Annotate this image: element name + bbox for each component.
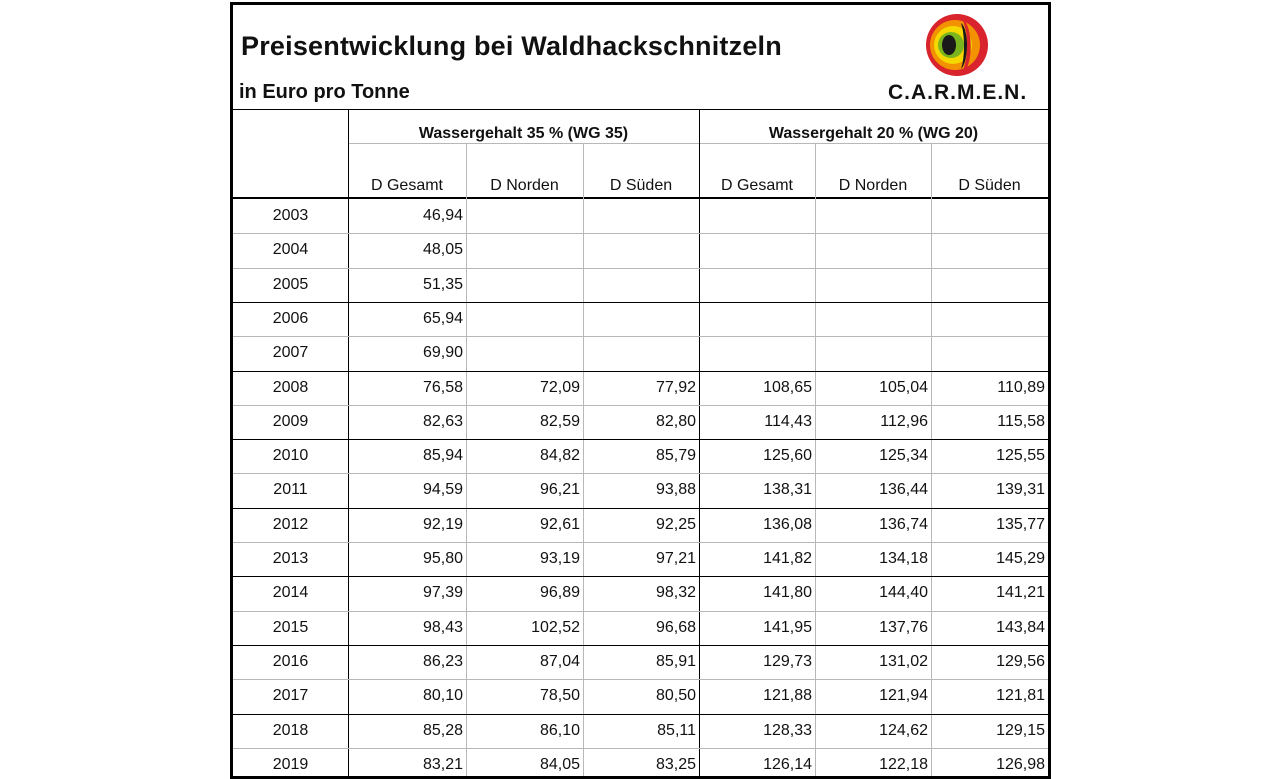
year-cell: 2003 bbox=[272, 207, 309, 224]
value-cell: 126,98 bbox=[996, 755, 1045, 773]
value-cell: 85,11 bbox=[657, 721, 696, 739]
value-cell: 112,96 bbox=[880, 412, 928, 430]
value-cell: 85,79 bbox=[655, 447, 696, 465]
year-cell: 2017 bbox=[272, 687, 309, 705]
value-cell: 134,18 bbox=[879, 550, 928, 567]
value-cell: 97,39 bbox=[422, 584, 463, 602]
document-title: Preisentwicklung bei Waldhackschnitzeln bbox=[241, 31, 782, 61]
value-cell: 86,23 bbox=[422, 652, 463, 670]
year-cell: 2015 bbox=[272, 618, 309, 636]
value-cell: 143,84 bbox=[996, 618, 1045, 636]
value-cell: 93,19 bbox=[539, 550, 580, 567]
column-header: D Gesamt bbox=[370, 177, 443, 194]
row-divider bbox=[233, 268, 1048, 269]
value-cell: 96,21 bbox=[539, 481, 580, 499]
value-cell: 145,29 bbox=[996, 550, 1045, 567]
row-divider bbox=[233, 542, 1048, 543]
value-cell: 85,91 bbox=[655, 652, 696, 670]
value-cell: 95,80 bbox=[422, 550, 463, 567]
carmen-logo-icon bbox=[925, 11, 989, 85]
value-cell: 46,94 bbox=[422, 207, 463, 224]
value-cell: 69,90 bbox=[422, 344, 463, 362]
year-cell: 2018 bbox=[272, 721, 309, 739]
year-cell: 2013 bbox=[272, 550, 309, 567]
value-cell: 82,63 bbox=[422, 412, 463, 430]
year-cell: 2012 bbox=[272, 515, 309, 533]
year-cell: 2008 bbox=[272, 378, 309, 396]
value-cell: 129,56 bbox=[996, 652, 1045, 670]
row-divider bbox=[233, 679, 1048, 680]
column-header: D Norden bbox=[838, 177, 908, 194]
value-cell: 141,95 bbox=[763, 618, 812, 636]
value-cell: 136,08 bbox=[763, 515, 812, 533]
row-divider bbox=[233, 302, 1048, 303]
row-divider bbox=[233, 748, 1048, 749]
value-cell: 82,80 bbox=[655, 412, 696, 430]
table-top-border bbox=[233, 109, 1048, 110]
value-cell: 80,50 bbox=[655, 687, 696, 705]
year-cell: 2019 bbox=[272, 755, 309, 773]
value-cell: 82,59 bbox=[539, 412, 580, 430]
year-cell: 2011 bbox=[273, 481, 308, 499]
value-cell: 96,68 bbox=[655, 618, 696, 636]
group-header: Wassergehalt 20 % (WG 20) bbox=[768, 125, 979, 142]
value-cell: 97,21 bbox=[655, 550, 696, 567]
year-cell: 2005 bbox=[272, 275, 309, 293]
row-divider bbox=[233, 473, 1048, 474]
year-cell: 2014 bbox=[272, 584, 309, 602]
value-cell: 92,61 bbox=[539, 515, 580, 533]
document-subtitle: in Euro pro Tonne bbox=[239, 81, 410, 103]
column-header: D Gesamt bbox=[720, 177, 793, 194]
value-cell: 136,44 bbox=[879, 481, 928, 499]
value-cell: 86,10 bbox=[539, 721, 580, 739]
header-bottom-border bbox=[233, 197, 1048, 199]
year-cell: 2010 bbox=[272, 447, 309, 465]
value-cell: 122,18 bbox=[879, 755, 928, 773]
value-cell: 125,34 bbox=[879, 447, 928, 465]
row-divider bbox=[233, 371, 1048, 372]
row-divider bbox=[233, 645, 1048, 646]
value-cell: 126,14 bbox=[763, 755, 812, 773]
row-divider bbox=[233, 576, 1048, 577]
value-cell: 76,58 bbox=[422, 378, 463, 396]
group-separator-border bbox=[699, 109, 700, 776]
row-divider bbox=[233, 508, 1048, 509]
value-cell: 98,32 bbox=[655, 584, 696, 602]
value-cell: 105,04 bbox=[879, 378, 928, 396]
value-cell: 115,58 bbox=[997, 412, 1045, 430]
value-cell: 129,73 bbox=[763, 652, 812, 670]
row-divider bbox=[233, 336, 1048, 337]
value-cell: 85,94 bbox=[422, 447, 463, 465]
value-cell: 125,60 bbox=[763, 447, 812, 465]
column-header: D Norden bbox=[490, 177, 559, 194]
value-cell: 129,15 bbox=[996, 721, 1045, 739]
value-cell: 110,89 bbox=[997, 378, 1045, 396]
value-cell: 102,52 bbox=[531, 618, 580, 636]
value-cell: 136,74 bbox=[879, 515, 928, 533]
carmen-logo-text: C.A.R.M.E.N. bbox=[888, 81, 1028, 104]
value-cell: 124,62 bbox=[879, 721, 928, 739]
value-cell: 85,28 bbox=[422, 721, 463, 739]
row-divider bbox=[233, 714, 1048, 715]
value-cell: 84,82 bbox=[539, 447, 580, 465]
value-cell: 83,21 bbox=[422, 755, 463, 773]
value-cell: 128,33 bbox=[763, 721, 812, 739]
value-cell: 114,43 bbox=[764, 412, 812, 430]
value-cell: 141,21 bbox=[996, 584, 1045, 602]
row-divider bbox=[233, 439, 1048, 440]
group-header-divider bbox=[348, 143, 1048, 144]
year-cell: 2007 bbox=[272, 344, 309, 362]
column-header: D Süden bbox=[958, 177, 1021, 194]
year-cell: 2004 bbox=[272, 241, 309, 259]
value-cell: 125,55 bbox=[996, 447, 1045, 465]
value-cell: 141,80 bbox=[763, 584, 812, 602]
value-cell: 131,02 bbox=[879, 652, 928, 670]
value-cell: 108,65 bbox=[763, 378, 812, 396]
value-cell: 135,77 bbox=[996, 515, 1045, 533]
value-cell: 93,88 bbox=[655, 481, 696, 499]
value-cell: 78,50 bbox=[539, 687, 580, 705]
value-cell: 121,88 bbox=[763, 687, 812, 705]
price-table bbox=[233, 109, 1048, 776]
value-cell: 141,82 bbox=[763, 550, 812, 567]
price-table-document bbox=[230, 2, 1051, 779]
value-cell: 137,76 bbox=[879, 618, 928, 636]
group-header: Wassergehalt 35 % (WG 35) bbox=[418, 125, 629, 142]
value-cell: 96,89 bbox=[539, 584, 580, 602]
value-cell: 51,35 bbox=[422, 275, 463, 293]
value-cell: 48,05 bbox=[422, 241, 463, 259]
row-divider bbox=[233, 405, 1048, 406]
value-cell: 65,94 bbox=[422, 309, 463, 327]
value-cell: 138,31 bbox=[763, 481, 812, 499]
value-cell: 121,94 bbox=[879, 687, 928, 705]
value-cell: 144,40 bbox=[879, 584, 928, 602]
year-cell: 2006 bbox=[272, 309, 309, 327]
value-cell: 83,25 bbox=[655, 755, 696, 773]
value-cell: 92,19 bbox=[422, 515, 463, 533]
year-cell: 2016 bbox=[272, 652, 309, 670]
value-cell: 84,05 bbox=[539, 755, 580, 773]
value-cell: 72,09 bbox=[539, 378, 580, 396]
value-cell: 92,25 bbox=[655, 515, 696, 533]
value-cell: 87,04 bbox=[539, 652, 580, 670]
value-cell: 77,92 bbox=[655, 378, 696, 396]
value-cell: 98,43 bbox=[422, 618, 463, 636]
value-cell: 80,10 bbox=[422, 687, 463, 705]
year-cell: 2009 bbox=[272, 412, 309, 430]
column-header: D Süden bbox=[609, 177, 673, 194]
row-divider bbox=[233, 611, 1048, 612]
value-cell: 94,59 bbox=[422, 481, 463, 499]
value-cell: 139,31 bbox=[996, 481, 1045, 499]
row-divider bbox=[233, 233, 1048, 234]
value-cell: 121,81 bbox=[996, 687, 1045, 705]
